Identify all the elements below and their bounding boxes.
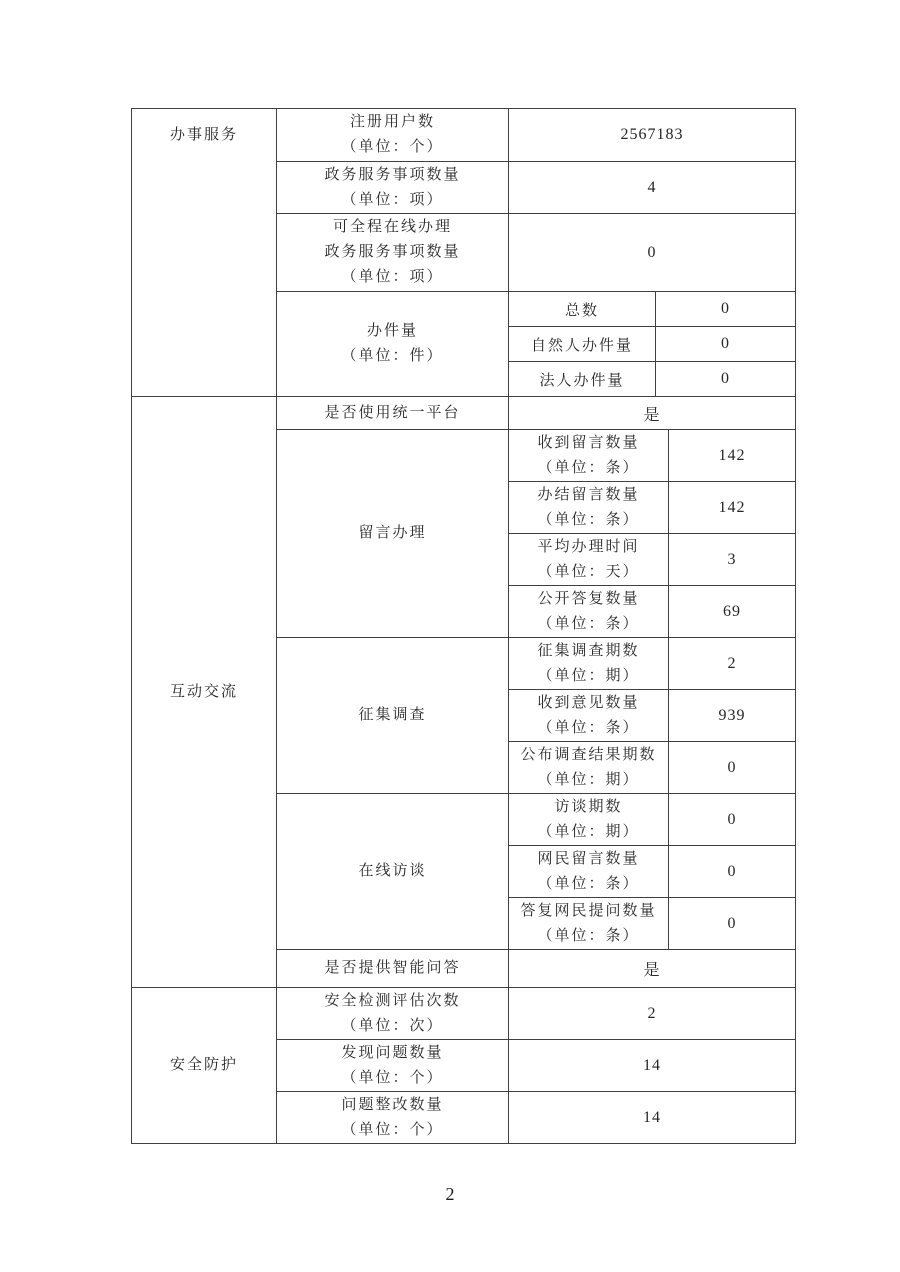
sub-metric-value: 142 bbox=[669, 482, 796, 534]
table-row bbox=[132, 988, 796, 1040]
category-label: 互动交流 bbox=[169, 683, 238, 700]
sub-metric-value: 0 bbox=[656, 327, 796, 362]
report-table bbox=[131, 108, 796, 1144]
group-label: 留言办理 bbox=[358, 525, 427, 541]
sub-metric-label-cell bbox=[509, 794, 669, 846]
category-label: 安全防护 bbox=[169, 1057, 238, 1073]
sub-metric-value: 0 bbox=[669, 898, 796, 950]
category-cell-interaction bbox=[132, 397, 277, 988]
group-label: 办件量 bbox=[366, 323, 418, 339]
sub-metric-value: 0 bbox=[669, 742, 796, 794]
metric-label-cell bbox=[277, 950, 509, 988]
metric-label: 是否使用统一平台 bbox=[324, 404, 461, 421]
metric-unit: （单位：个） bbox=[341, 139, 444, 155]
sub-metric-label: 答复网民提问数量 bbox=[520, 902, 657, 919]
group-label: 征集调查 bbox=[358, 707, 427, 723]
metric-label-cell bbox=[277, 1040, 509, 1092]
group-cell-banjianliang bbox=[277, 292, 509, 397]
sub-metric-value: 0 bbox=[669, 846, 796, 898]
sub-metric-label: 征集调查期数 bbox=[537, 642, 640, 659]
metric-label: 发现问题数量 bbox=[341, 1044, 444, 1061]
metric-label: 安全检测评估次数 bbox=[324, 992, 461, 1009]
sub-metric-value: 2 bbox=[669, 638, 796, 690]
metric-label-cell bbox=[277, 162, 509, 214]
table-row bbox=[132, 109, 796, 162]
group-cell-survey bbox=[277, 638, 509, 794]
metric-label: 是否提供智能问答 bbox=[324, 960, 461, 976]
sub-metric-label: 收到留言数量 bbox=[537, 434, 640, 451]
sub-metric-value: 3 bbox=[669, 534, 796, 586]
page-number: 2 bbox=[445, 1184, 455, 1204]
category-cell-service bbox=[132, 109, 277, 397]
metric-label: 政务服务事项数量 bbox=[324, 166, 461, 183]
sub-metric-unit: （单位：期） bbox=[537, 823, 640, 840]
sub-metric-unit: （单位：条） bbox=[537, 459, 640, 476]
sub-metric-label: 公布调查结果期数 bbox=[520, 746, 657, 763]
metric-label: 注册用户数 bbox=[349, 114, 435, 130]
sub-metric-unit: （单位：天） bbox=[537, 563, 640, 580]
sub-metric-label-cell bbox=[509, 482, 669, 534]
metric-value: 4 bbox=[509, 162, 796, 214]
sub-metric-value: 0 bbox=[669, 794, 796, 846]
metric-value: 2567183 bbox=[509, 109, 796, 162]
category-cell-security bbox=[132, 988, 277, 1144]
sub-metric-label: 平均办理时间 bbox=[537, 538, 640, 555]
metric-value: 2 bbox=[509, 988, 796, 1040]
sub-metric-label: 自然人办件量 bbox=[509, 327, 656, 362]
metric-label: 政务服务事项数量 bbox=[324, 244, 461, 260]
sub-metric-value: 142 bbox=[669, 430, 796, 482]
sub-metric-unit: （单位：条） bbox=[537, 719, 640, 736]
sub-metric-label: 网民留言数量 bbox=[537, 850, 640, 867]
sub-metric-label-cell bbox=[509, 742, 669, 794]
metric-label-cell bbox=[277, 1092, 509, 1144]
metric-unit: （单位：项） bbox=[341, 191, 444, 208]
sub-metric-label-cell bbox=[509, 430, 669, 482]
sub-metric-unit: （单位：期） bbox=[537, 771, 640, 788]
sub-metric-label-cell bbox=[509, 898, 669, 950]
metric-value: 0 bbox=[509, 214, 796, 292]
metric-label-cell bbox=[277, 109, 509, 162]
group-cell-interview bbox=[277, 794, 509, 950]
category-label: 办事服务 bbox=[169, 127, 238, 143]
sub-metric-label-cell bbox=[509, 638, 669, 690]
metric-value: 是 bbox=[509, 950, 796, 988]
sub-metric-label: 法人办件量 bbox=[509, 362, 656, 397]
metric-label-cell bbox=[277, 214, 509, 292]
sub-metric-unit: （单位：条） bbox=[537, 927, 640, 944]
metric-label-cell bbox=[277, 988, 509, 1040]
metric-value: 14 bbox=[509, 1092, 796, 1144]
sub-metric-label-cell bbox=[509, 586, 669, 638]
metric-unit: （单位：项） bbox=[341, 269, 444, 285]
sub-metric-label: 访谈期数 bbox=[554, 798, 623, 815]
metric-label: 问题整改数量 bbox=[341, 1096, 444, 1113]
sub-metric-label-cell bbox=[509, 690, 669, 742]
sub-metric-unit: （单位：条） bbox=[537, 511, 640, 528]
sub-metric-label-cell bbox=[509, 534, 669, 586]
sub-metric-value: 0 bbox=[656, 362, 796, 397]
metric-label-cell bbox=[277, 397, 509, 430]
sub-metric-label: 办结留言数量 bbox=[537, 486, 640, 503]
metric-label: 可全程在线办理 bbox=[332, 219, 452, 235]
sub-metric-label: 公开答复数量 bbox=[537, 590, 640, 607]
sub-metric-value: 69 bbox=[669, 586, 796, 638]
sub-metric-unit: （单位：期） bbox=[537, 667, 640, 684]
sub-metric-label-cell bbox=[509, 846, 669, 898]
group-cell-message bbox=[277, 430, 509, 638]
metric-value: 14 bbox=[509, 1040, 796, 1092]
group-label: 在线访谈 bbox=[358, 863, 427, 879]
sub-metric-value: 939 bbox=[669, 690, 796, 742]
sub-metric-label: 收到意见数量 bbox=[537, 694, 640, 711]
sub-metric-label: 总数 bbox=[509, 292, 656, 327]
table-row bbox=[132, 397, 796, 430]
sub-metric-unit: （单位：条） bbox=[537, 615, 640, 632]
sub-metric-value: 0 bbox=[656, 292, 796, 327]
metric-unit: （单位：个） bbox=[341, 1121, 444, 1138]
sub-metric-unit: （单位：条） bbox=[537, 875, 640, 892]
metric-value: 是 bbox=[509, 397, 796, 430]
group-unit: （单位：件） bbox=[341, 348, 444, 364]
metric-unit: （单位：个） bbox=[341, 1069, 444, 1086]
metric-unit: （单位：次） bbox=[341, 1017, 444, 1034]
